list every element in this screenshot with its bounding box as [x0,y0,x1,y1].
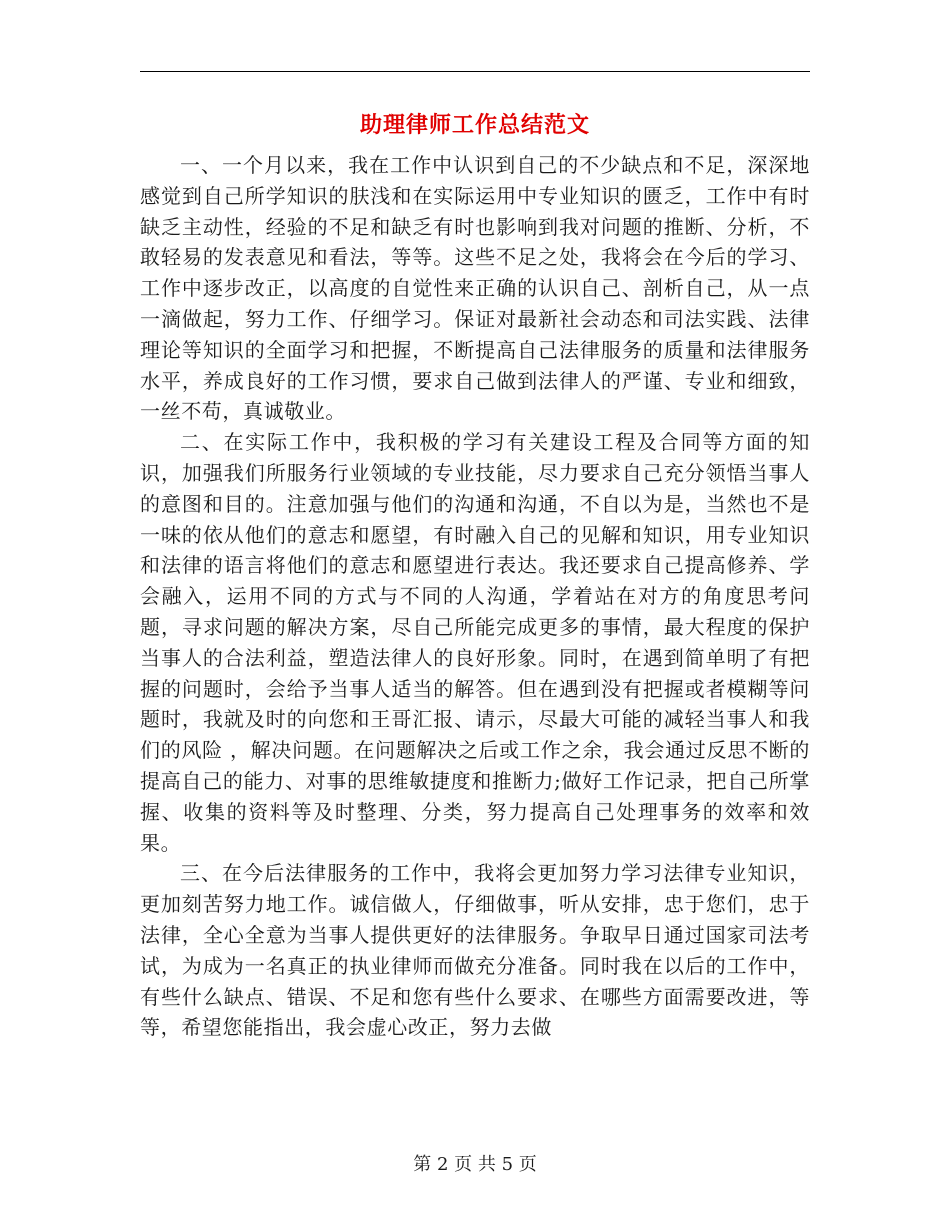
document-body [140,150,810,1043]
header-rule [140,71,810,72]
paragraph-2: 二、在实际工作中，我积极的学习有关建设工程及合同等方面的知识，加强我们所服务行业领域的专业技能，尽力要求自己充分领悟当事人的意图和目的。注意加强与他们的沟通和沟通，不自以为是，当然也不是一味的依从他们的意志和愿望，有时融入自己的见解和知识，用专业知识和法律的语言将他们的意志和愿望进行表达。我还要求自己提高修养、学会融入，运用不同的方式与不同的人沟通，学着站在对方的角度思考问题，寻求问题的解决方案，尽自己所能完成更多的事情，最大程度的保护当事人的合法利益，塑造法律人的良好形象。同时，在遇到简单明了有把握的问题时，会给予当事人适当的解答。但在遇到没有把握或者模糊等问题时，我就及时的向您和王哥汇报、请示，尽最大可能的减轻当事人和我们的风险 ，解决问题。在问题解决之后或工作之余，我会通过反思不断的提高自己的能力、对事的思维敏捷度和推断力;做好工作记录，把自己所掌握、收集的资料等及时整理、分类，努力提高自己处理事务的效率和效果。 [140,430,810,855]
page-footer [140,1153,810,1177]
page-number-label: 第 2 页 共 5 页 [413,1154,537,1175]
paragraph-3: 三、在今后法律服务的工作中，我将会更加努力学习法律专业知识，更加刻苦努力地工作。诚信做人，仔细做事，听从安排，忠于您们，忠于法律，全心全意为当事人提供更好的法律服务。争取早日通过国家司法考试，为成为一名真正的执业律师而做充分准备。同时我在以后的工作中，有些什么缺点、错误、不足和您有些什么要求、在哪些方面需要改进，等等，希望您能指出，我会虚心改正，努力去做 [140,861,810,1040]
document-title: 助理律师工作总结范文 [359,112,590,138]
paragraph-1: 一、一个月以来，我在工作中认识到自己的不少缺点和不足，深深地感觉到自己所学知识的肤浅和在实际运用中专业知识的匮乏，工作中有时缺乏主动性，经验的不足和缺乏有时也影响到我对问题的推断、分析，不敢轻易的发表意见和看法，等等。这些不足之处，我将会在今后的学习、工作中逐步改正，以高度的自觉性来正确的认识自己、剖析自己，从一点一滴做起，努力工作、仔细学习。保证对最新社会动态和司法实践、法律理论等知识的全面学习和把握，不断提高自己法律服务的质量和法律服务水平，养成良好的工作习惯，要求自己做到法律人的严谨、专业和细致，一丝不苟，真诚敬业。 [140,153,810,424]
